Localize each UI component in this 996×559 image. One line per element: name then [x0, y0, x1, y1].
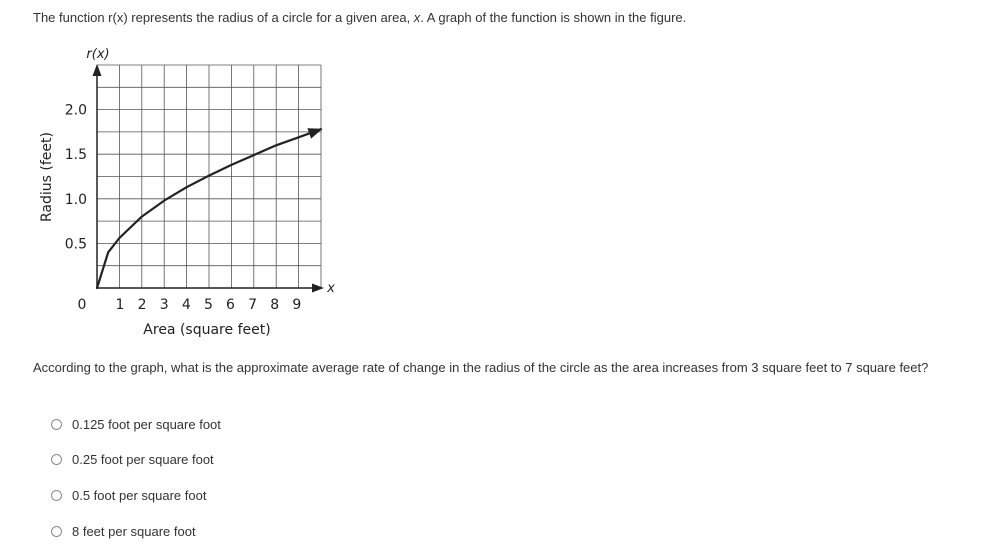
answer-option-label: 0.125 foot per square foot	[72, 416, 221, 432]
answer-option-label: 8 feet per square foot	[72, 523, 196, 539]
answer-option-3[interactable]	[51, 486, 206, 504]
x-tick-label: 8	[270, 297, 280, 313]
x-tick-label: 9	[292, 297, 302, 313]
graph-axes	[93, 64, 325, 293]
x-tick-label: 3	[159, 297, 169, 313]
curve-arrow-icon	[307, 128, 322, 138]
x-tick-label: 1	[115, 297, 125, 313]
graph-labels	[39, 47, 335, 338]
x-tick-label: 5	[203, 297, 213, 313]
x-axis-variable: x	[327, 281, 335, 296]
x-axis-arrow-icon	[312, 284, 324, 293]
answer-option-label: 0.25 foot per square foot	[72, 451, 214, 467]
answer-option-4[interactable]	[51, 522, 196, 540]
radio-button-icon[interactable]	[51, 526, 62, 537]
radio-button-icon[interactable]	[51, 490, 62, 501]
answer-option-label: 0.5 foot per square foot	[72, 487, 207, 503]
y-tick-label: 1.5	[64, 147, 87, 164]
intro-part1: The function r(x) represents the radius of a circle for a given area,	[33, 10, 414, 25]
origin-label: 0	[77, 297, 87, 313]
x-axis-title: Area (square feet)	[143, 322, 271, 338]
x-tick-label: 2	[137, 297, 147, 313]
y-axis-variable: r(x)	[86, 47, 110, 62]
intro-variable: x	[413, 10, 421, 25]
y-tick-label: 1.0	[64, 191, 87, 208]
y-axis-arrow-icon	[93, 64, 102, 76]
curve-layer	[97, 128, 322, 288]
intro-part2: . A graph of the function is shown in the figure.	[420, 10, 687, 25]
answer-option-2[interactable]	[51, 450, 214, 468]
y-tick-label: 0.5	[64, 236, 87, 253]
radio-button-icon[interactable]	[51, 419, 62, 430]
y-axis-title: Radius (feet)	[39, 132, 55, 222]
radius-graph	[0, 0, 360, 345]
x-tick-label: 7	[248, 297, 258, 313]
x-tick-label: 4	[181, 297, 191, 313]
answer-option-1[interactable]	[51, 415, 221, 433]
question-text: According to the graph, what is the approximate average rate of change in the radius of the circle as the area increases from 3 square feet to 7 square feet?	[33, 360, 929, 375]
y-tick-label: 2.0	[64, 102, 87, 119]
x-tick-label: 6	[226, 297, 235, 313]
radio-button-icon[interactable]	[51, 454, 62, 465]
